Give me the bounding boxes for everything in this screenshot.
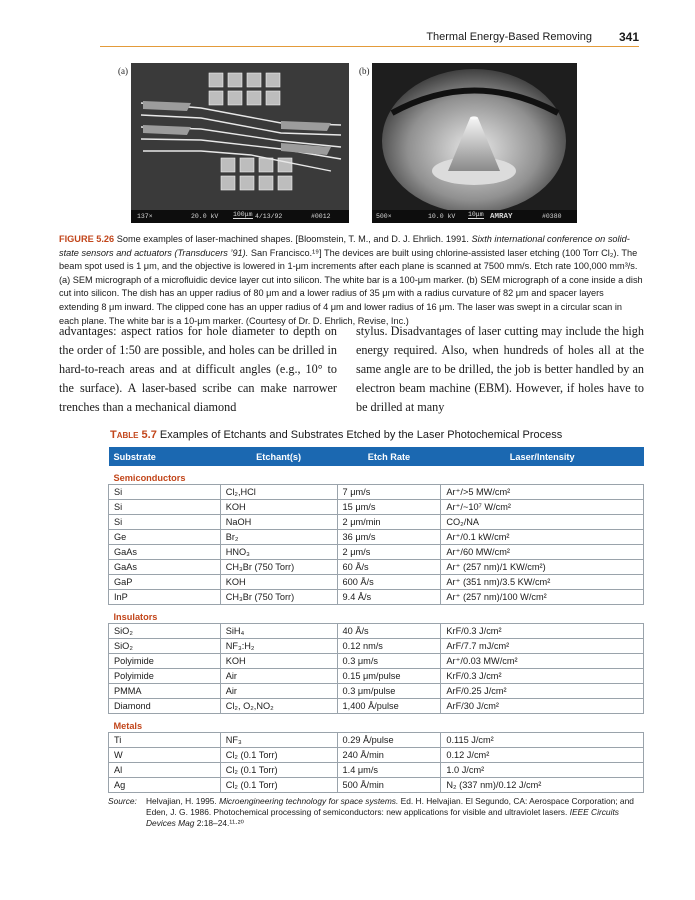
table-row [109, 515, 644, 530]
table-cell: NF₃ [220, 733, 337, 748]
table-cell: Si [109, 485, 221, 500]
table-cell: 0.115 J/cm² [441, 733, 644, 748]
table-row [109, 530, 644, 545]
table-cell: Br₂ [220, 530, 337, 545]
table-row [109, 778, 644, 793]
table-cell: KrF/0.3 J/cm² [441, 624, 644, 639]
table-cell: KrF/0.3 J/cm² [441, 669, 644, 684]
table-row [109, 763, 644, 778]
table-cell: 0.15 μm/pulse [337, 669, 441, 684]
table-cell: Cl₂, O₂,NO₂ [220, 699, 337, 714]
table-row [109, 733, 644, 748]
table-cell: Ar⁺/>5 MW/cm² [441, 485, 644, 500]
table-cell: Air [220, 669, 337, 684]
table-cell: 0.12 J/cm² [441, 748, 644, 763]
panel-b-label: (b) [359, 66, 370, 76]
header-rule [100, 46, 639, 47]
table-cell: 7 μm/s [337, 485, 441, 500]
table-cell: CO₂/NA [441, 515, 644, 530]
table-cell: Cl₂ (0.1 Torr) [220, 748, 337, 763]
table-cell: CH₃Br (750 Torr) [220, 560, 337, 575]
panel-a-label: (a) [118, 66, 128, 76]
table-cell: 9.4 Å/s [337, 590, 441, 605]
table-cell: Ar⁺/~10⁷ W/cm² [441, 500, 644, 515]
running-header [0, 31, 695, 45]
column-header: Etchant(s) [220, 447, 337, 466]
section-heading: Insulators [109, 605, 644, 624]
table-cell: KOH [220, 654, 337, 669]
table-row [109, 560, 644, 575]
table-cell: CH₃Br (750 Torr) [220, 590, 337, 605]
table-cell: Air [220, 684, 337, 699]
table-cell: ArF/7.7 mJ/cm² [441, 639, 644, 654]
table-cell: Ar⁺/60 MW/cm² [441, 545, 644, 560]
etchants-table [108, 447, 644, 793]
table-cell: InP [109, 590, 221, 605]
table-cell: Ar⁺ (257 nm)/100 W/cm² [441, 590, 644, 605]
table-cell: ArF/30 J/cm² [441, 699, 644, 714]
table-cell: Ti [109, 733, 221, 748]
table-label: Table 5.7 [110, 429, 157, 441]
table-cell: HNO₃ [220, 545, 337, 560]
table-cell: ArF/0.25 J/cm² [441, 684, 644, 699]
table-row [109, 500, 644, 515]
table-cell: 40 Å/s [337, 624, 441, 639]
source-label: Source: [108, 796, 137, 806]
table-cell: 0.3 μm/s [337, 654, 441, 669]
table-cell: KOH [220, 575, 337, 590]
table-row [109, 748, 644, 763]
microfluidic-device-image [131, 63, 349, 210]
table-cell: Ar⁺/0.1 kW/cm² [441, 530, 644, 545]
sem-micrograph-b [372, 63, 577, 223]
table-cell: Cl₂ (0.1 Torr) [220, 778, 337, 793]
table-row [109, 654, 644, 669]
table-cell: Si [109, 500, 221, 515]
table-cell: Ar⁺ (257 nm)/1 KW/cm²) [441, 560, 644, 575]
figure-label: FIGURE 5.26 [59, 234, 115, 244]
table-cell: GaP [109, 575, 221, 590]
body-text-right: stylus. Disadvantages of laser cutting may include the high energy required. Also, when hundreds of holes all at the same angle are to be drilled, the job is better handled by an electron beam machine (EBM). However, if holes have to be drilled at many [356, 324, 644, 414]
table-cell: NF₃:H₂ [220, 639, 337, 654]
section-heading: Metals [109, 714, 644, 733]
table-row [109, 669, 644, 684]
table-row [109, 684, 644, 699]
page-number: 341 [618, 30, 639, 44]
column-header: Substrate [109, 447, 221, 466]
sem-info-bar-b: 500× 10.0 kV 10μm AMRAY #0380 [372, 210, 577, 223]
table-source [108, 796, 644, 828]
table-cell: Polyimide [109, 654, 221, 669]
table-cell: Ar⁺/0.03 MW/cm² [441, 654, 644, 669]
table-cell: 1.4 μm/s [337, 763, 441, 778]
table-cell: Ag [109, 778, 221, 793]
table-cell: SiO₂ [109, 639, 221, 654]
table-cell: 500 Å/min [337, 778, 441, 793]
table-cell: Polyimide [109, 669, 221, 684]
table-title: Examples of Etchants and Substrates Etched by the Laser Photochemical Process [159, 429, 563, 441]
table-section-row [109, 466, 644, 485]
column-header: Laser/Intensity [441, 447, 644, 466]
table-section-row [109, 605, 644, 624]
table-cell: N₂ (337 nm)/0.12 J/cm² [441, 778, 644, 793]
figure-caption: FIGURE 5.26 Some examples of laser-machined shapes. [Bloomstein, T. M., and D. J. Ehrlich. 1991. Sixth international conference on solid-state sensors and actuators (Transducers ’91). San Francisco.¹⁹] The devices are built using chlorine-assisted laser etching (100 Torr Cl₂). The beam spot used is 1 μm, and the objective is lowered in 1-μm increments after each plane is scanned at 7500 mm/s. Etch rate 100,000 mm³/s. (a) SEM micrograph of a microfluidic device layer cut into silicon. The white bar is a 100-μm marker. (b) SEM micrograph of a cone inside a dish cut into silicon. The dish has an upper radius of 80 μm and a lower radius of 35 μm with a radius curvature of 82 μm and spacer layers extending 8 μm inward. The clipped cone has an upper radius of 4 μm and lower radius of 16 μm. The laser was swept in a circular scan in each plane. The white bar is a 10-μm marker. (Courtesy of Dr. D. Ehrlich, Revise, Inc.) [59, 234, 643, 326]
table-cell: SiO₂ [109, 624, 221, 639]
table-row [109, 545, 644, 560]
table-cell: 2 μm/s [337, 545, 441, 560]
table-row [109, 624, 644, 639]
body-text-left: advantages: aspect ratios for hole diameter to depth on the order of 1:50 are possible, and holes can be drilled in hard-to-reach areas and at difficult angles (e.g., 10° to the surface). A laser-based scribe can make narrower trenches than a mechanical diamond [59, 324, 337, 414]
table-cell: Si [109, 515, 221, 530]
table-cell: Diamond [109, 699, 221, 714]
table-cell: GaAs [109, 545, 221, 560]
running-title: Thermal Energy-Based Removing [426, 31, 592, 43]
source-text: Helvajian, H. 1995. Microengineering technology for space systems. Ed. H. Helvajian. El Segundo, CA: Aerospace Corporation; and Eden, J. G. 1986. Photochemical processing of semiconductors: new applications for visible and ultraviolet lasers. IEEE Circuits Devices Mag 2:18–24.¹¹·²⁰ [146, 796, 634, 828]
table-cell: W [109, 748, 221, 763]
table-cell: 15 μm/s [337, 500, 441, 515]
table-row [109, 639, 644, 654]
table-row [109, 590, 644, 605]
table-cell: 36 μm/s [337, 530, 441, 545]
table-cell: SiH₄ [220, 624, 337, 639]
table-cell: PMMA [109, 684, 221, 699]
table-cell: Cl₂ (0.1 Torr) [220, 763, 337, 778]
table-cell: 0.12 nm/s [337, 639, 441, 654]
table-row [109, 575, 644, 590]
table-row [109, 699, 644, 714]
table-cell: Al [109, 763, 221, 778]
sem-info-bar-a: 137× 20.0 kV 100μm 4/13/92 #0012 [131, 210, 349, 223]
table-cell: KOH [220, 500, 337, 515]
table-cell: 0.29 Å/pulse [337, 733, 441, 748]
table-cell: 1,400 Å/pulse [337, 699, 441, 714]
table-header-row [109, 447, 644, 466]
table-cell: 1.0 J/cm² [441, 763, 644, 778]
section-heading: Semiconductors [109, 466, 644, 485]
table-cell: Ge [109, 530, 221, 545]
table-cell: 60 Å/s [337, 560, 441, 575]
table-cell: NaOH [220, 515, 337, 530]
table-section-row [109, 714, 644, 733]
cone-dish-image [372, 63, 577, 210]
table-cell: 600 Å/s [337, 575, 441, 590]
table-cell: 0.3 μm/pulse [337, 684, 441, 699]
table-caption [110, 429, 562, 441]
table-row [109, 485, 644, 500]
sem-micrograph-a [131, 63, 349, 223]
table-cell: GaAs [109, 560, 221, 575]
column-header: Etch Rate [337, 447, 441, 466]
table-cell: 240 Å/min [337, 748, 441, 763]
table-cell: Cl₂,HCl [220, 485, 337, 500]
table-cell: 2 μm/min [337, 515, 441, 530]
table-cell: Ar⁺ (351 nm)/3.5 KW/cm² [441, 575, 644, 590]
